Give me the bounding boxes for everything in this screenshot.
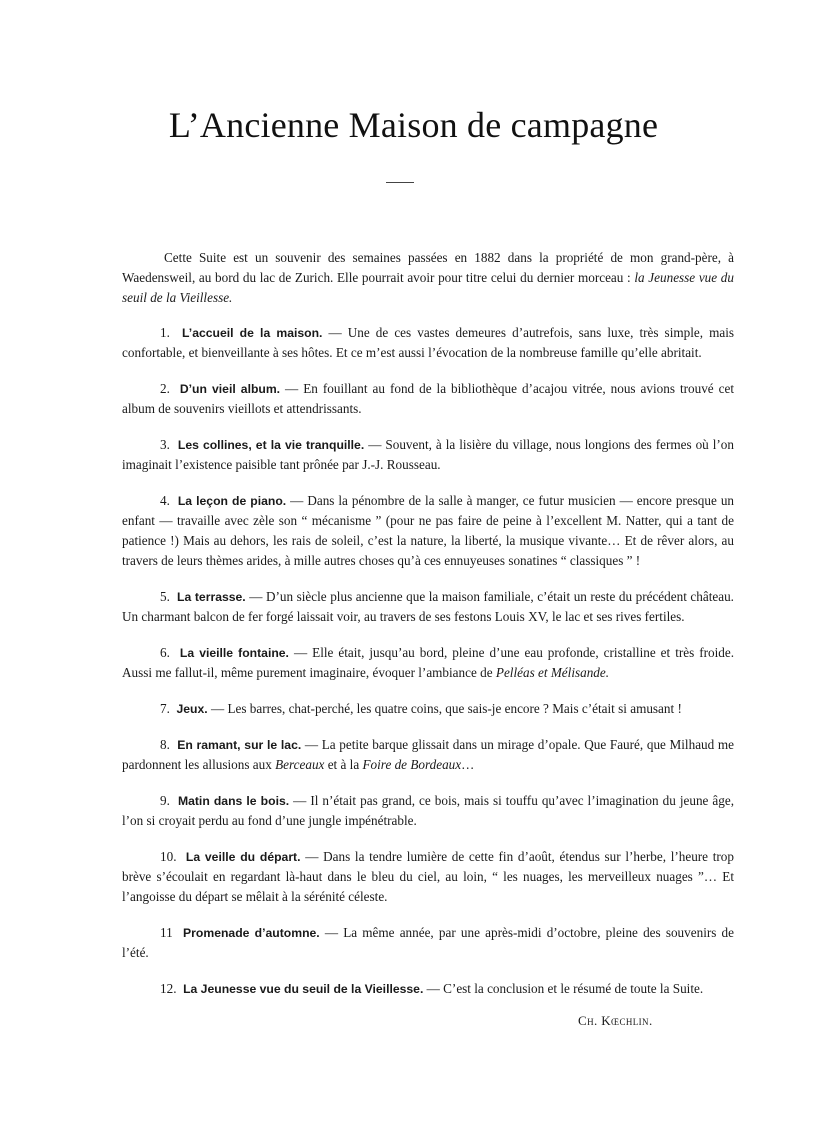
item-number: 1.	[160, 325, 170, 340]
item-text: — La petite barque glissait dans un mirage d’opale. Que Fauré, que Milhaud me pardonnent les allusions aux	[122, 737, 734, 772]
item-title: La veille du départ.	[185, 850, 301, 864]
item-title: Les collines, et la vie tranquille.	[177, 438, 365, 452]
item-number: 11	[160, 925, 173, 940]
list-item	[122, 699, 734, 719]
item-text: — En fouillant au fond de la bibliothèque d’acajou vitrée, nous avions trouvé cet album de souvenirs vieillots et attendrissants.	[122, 381, 734, 416]
document-body	[122, 248, 734, 1015]
list-item	[122, 847, 734, 907]
list-item	[122, 923, 734, 963]
item-text: — D’un siècle plus ancienne que la maison familiale, c’était un reste du précédent château. Un charmant balcon de fer forgé laissait voir, au travers de ses festons Louis XV, le lac et ses rives fertiles.	[122, 589, 734, 624]
item-italic: Berceaux	[275, 757, 325, 772]
item-title: La terrasse.	[177, 590, 246, 604]
item-number: 10.	[160, 849, 177, 864]
item-title: Jeux.	[176, 702, 208, 716]
item-number: 2.	[160, 381, 170, 396]
intro-italic: la Jeunesse vue du seuil de la Vieillesse.	[122, 270, 734, 305]
item-text: — Souvent, à la lisière du village, nous longions des fermes où l’on imaginait l’existence paisible tant prônée par J.-J. Rousseau.	[122, 437, 734, 472]
item-text: — Elle était, jusqu’au bord, pleine d’une eau profonde, cristalline et très froide. Aussi me fallut-il, même purement imaginaire, évoquer l’ambiance de	[122, 645, 735, 680]
list-item	[122, 735, 734, 775]
item-text: — Dans la tendre lumière de cette fin d’août, étendus sur l’herbe, l’heure trop brève s’écoulait en regardant là-haut dans le bleu du ciel, au loin, “ les nuages, les merveilleux nuages ”… Et l’angoisse du départ se mêlait à la sérénité céleste.	[122, 849, 734, 904]
item-text: — Il n’était pas grand, ce bois, mais si touffu qu’avec l’imagination du jeune âge, l’on si croyait perdu au fond d’une jungle impénétrable.	[122, 793, 735, 828]
item-number: 8.	[160, 737, 170, 752]
item-number: 7.	[160, 701, 170, 716]
item-text-2: et à la	[324, 757, 363, 772]
item-text: — Une de ces vastes demeures d’autrefois, sans luxe, très simple, mais confortable, et bienveillante à ses hôtes. Et ce m’est aussi l’évocation de la nombreuse famille qu’elle abritait.	[122, 325, 734, 360]
item-title: Matin dans le bois.	[177, 794, 290, 808]
item-italic-2: Foire de Bordeaux	[362, 757, 462, 772]
list-item	[122, 491, 734, 571]
intro-paragraph	[122, 248, 734, 308]
page-title: L’Ancienne Maison de campagne	[168, 105, 659, 145]
item-number: 3.	[160, 437, 170, 452]
item-text: — La même année, par une après-midi d’octobre, pleine des souvenirs de l’été.	[122, 925, 734, 960]
list-item	[122, 643, 734, 683]
list-item	[122, 435, 734, 475]
item-text-3: …	[461, 757, 475, 772]
item-number: 12.	[160, 981, 177, 996]
item-title: La Jeunesse vue du seuil de la Vieillesse.	[183, 982, 424, 996]
item-title: La vieille fontaine.	[179, 646, 289, 660]
item-title: L’accueil de la maison.	[182, 326, 323, 340]
title-divider	[386, 182, 414, 183]
item-text: — Les barres, chat-perché, les quatre coins, que sais-je encore ? Mais c’était si amusant !	[207, 701, 682, 716]
signature: Ch. Kœchlin.	[578, 1013, 653, 1028]
item-title: La leçon de piano.	[177, 494, 287, 508]
item-number: 4.	[160, 493, 170, 508]
list-item	[122, 587, 734, 627]
item-number: 5.	[160, 589, 170, 604]
item-text: — Dans la pénombre de la salle à manger, ce futur musicien — encore presque un enfant — travaille avec zèle son “ mécanisme ” (pour ne pas faire de peine à l’excellent M. Natter, qui a tant de patience !) Mais au dehors, les rais de soleil, c’est la nature, la liberté, la musique vivante… Et de rêver alors, au travers de leurs thèmes arides, à mille autres choses qu’à ces ennuyeuses sonatines “ classiques ” !	[122, 493, 735, 568]
item-number: 9.	[160, 793, 170, 808]
item-title: D’un vieil album.	[179, 382, 281, 396]
list-item	[122, 323, 734, 363]
item-number: 6.	[160, 645, 170, 660]
list-item	[122, 791, 734, 831]
list-item	[122, 379, 734, 419]
intro-text: Cette Suite est un souvenir des semaines passées en 1882 dans la propriété de mon grand-père, à Waedensweil, au bord du lac de Zurich. Elle pourrait avoir pour titre celui du dernier morceau :	[122, 250, 734, 285]
list-item	[122, 979, 734, 999]
item-title: Promenade d’automne.	[183, 926, 320, 940]
item-text: — C’est la conclusion et le résumé de toute la Suite.	[423, 981, 704, 996]
item-italic: Pelléas et Mélisande.	[495, 665, 610, 680]
item-title: En ramant, sur le lac.	[177, 738, 302, 752]
